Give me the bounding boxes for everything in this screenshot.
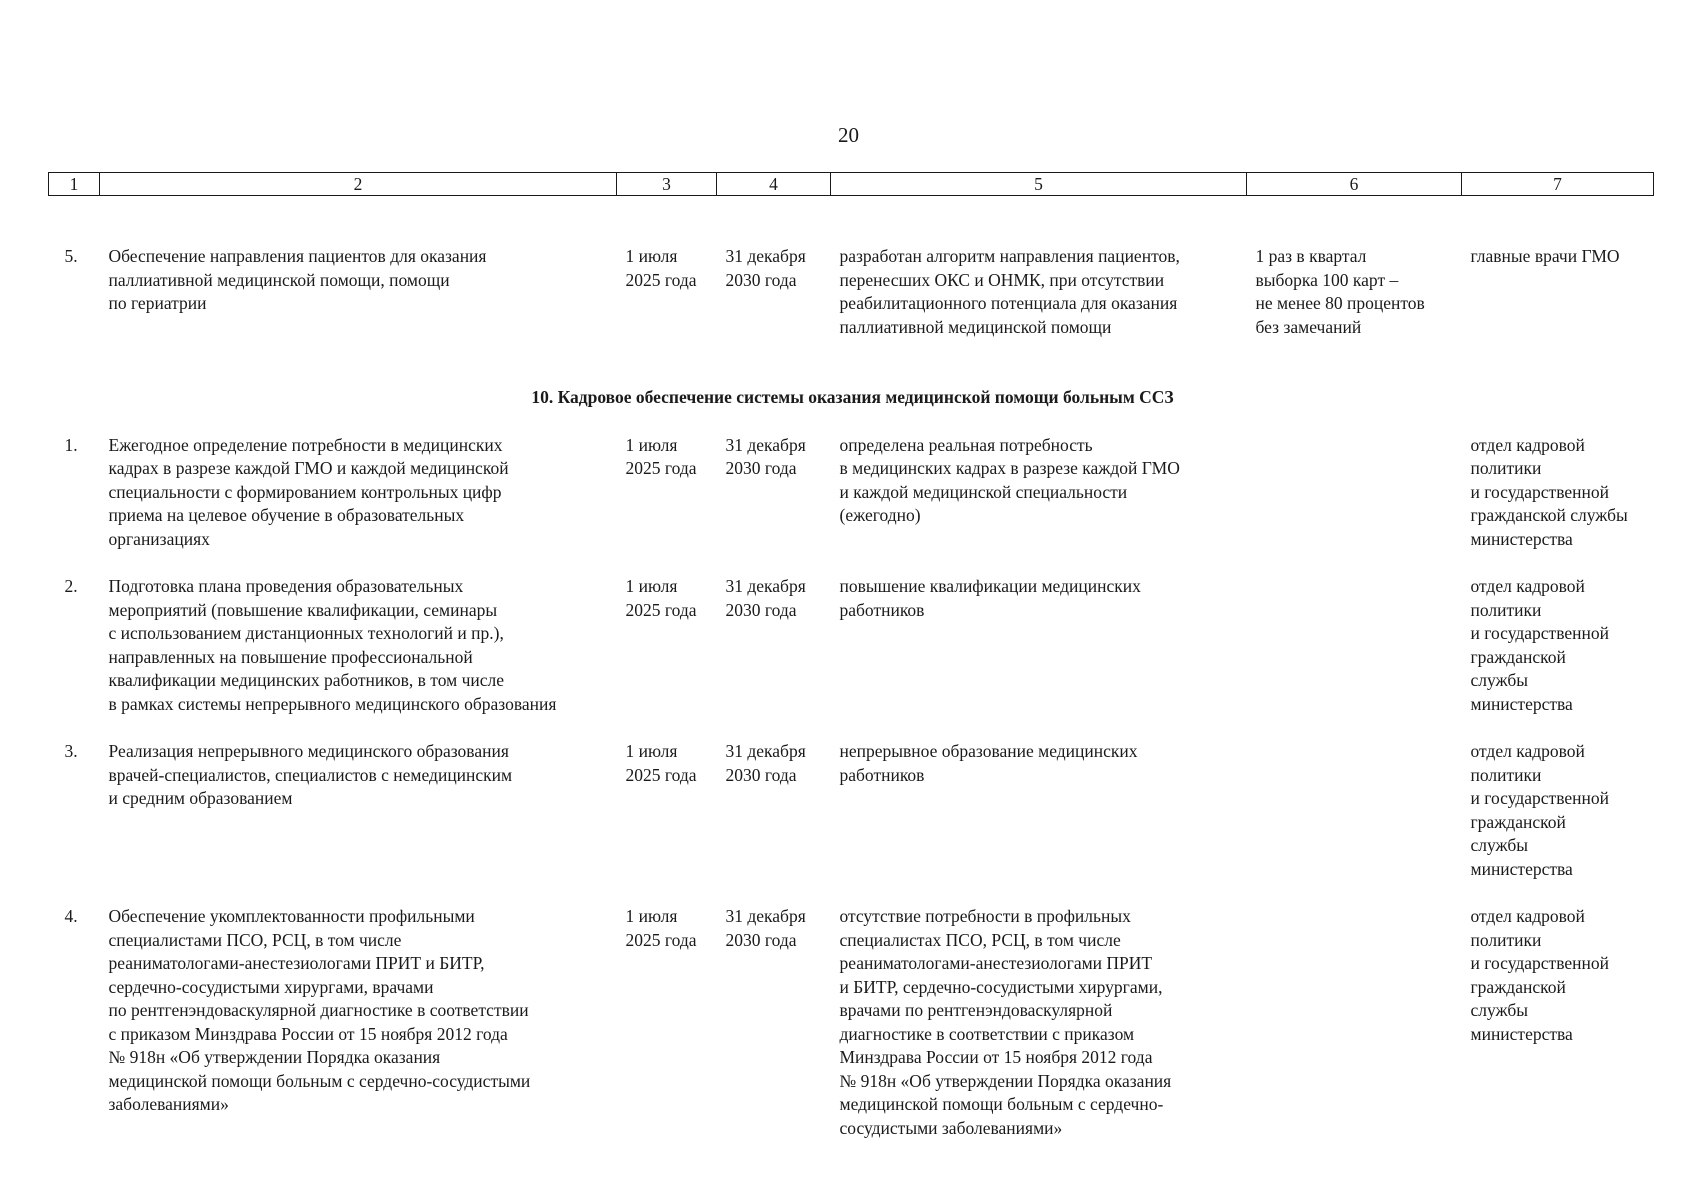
start-date-cell: 1 июля 2025 года [625, 906, 697, 950]
start-date-cell: 1 июля 2025 года [625, 434, 697, 478]
column-header: 7 [1462, 173, 1654, 196]
activity-cell: Обеспечение направления пациентов для оказания паллиативной медицинской помощи, помощи по гериатрии [108, 246, 487, 313]
row-number: 1. [64, 434, 78, 455]
column-header: 3 [617, 173, 717, 196]
column-header: 4 [717, 173, 831, 196]
header-row [49, 173, 1654, 196]
frequency-cell: 1 раз в квартал выборка 100 карт – не менее 80 процентов без замечаний [1255, 246, 1425, 337]
section-row [49, 352, 1654, 422]
result-cell: разработан алгоритм направления пациентов, перенесших ОКС и ОНМК, при отсутствии реабилитационного потенциала для оказания паллиативной медицинской помощи [839, 246, 1180, 337]
table-row [49, 563, 1654, 728]
responsible-cell: отдел кадровой политики и государственной гражданской службы министерства [1470, 434, 1628, 549]
responsible-cell: отдел кадровой политики и государственной гражданской службы министерства [1470, 576, 1609, 714]
end-date-cell: 31 декабря 2030 года [725, 246, 806, 290]
row-number: 5. [64, 246, 78, 266]
row-number: 4. [64, 906, 78, 926]
result-cell: повышение квалификации медицинских работников [839, 576, 1141, 620]
result-cell: определена реальная потребность в медицинских кадрах в разрезе каждой ГМО и каждой медицинской специальности (ежегодно) [839, 434, 1180, 525]
start-date-cell: 1 июля 2025 года [625, 576, 697, 620]
section-title: 10. Кадровое обеспечение системы оказания медицинской помощи больным ССЗ [531, 387, 1174, 407]
table-row [49, 196, 1654, 353]
start-date-cell: 1 июля 2025 года [625, 246, 697, 290]
column-header: 6 [1247, 173, 1462, 196]
activity-cell: Ежегодное определение потребности в медицинских кадрах в разрезе каждой ГМО и каждой медицинской специальности с формированием контрольных цифр приема на целевое обучение в образовательных организациях [108, 434, 509, 549]
end-date-cell: 31 декабря 2030 года [725, 741, 806, 785]
column-header: 1 [49, 173, 100, 196]
row-number: 2. [64, 576, 78, 596]
start-date-cell: 1 июля 2025 года [625, 741, 697, 785]
responsible-cell: главные врачи ГМО [1470, 246, 1620, 266]
frequency-cell [1247, 422, 1462, 564]
frequency-cell [1247, 893, 1462, 1152]
end-date-cell: 31 декабря 2030 года [725, 576, 806, 620]
frequency-cell [1247, 563, 1462, 728]
table-row [49, 728, 1654, 893]
end-date-cell: 31 декабря 2030 года [725, 906, 806, 950]
column-header: 5 [831, 173, 1247, 196]
frequency-cell [1247, 728, 1462, 893]
table-body [49, 196, 1654, 1153]
result-cell: непрерывное образование медицинских работников [839, 741, 1138, 785]
activity-cell: Реализация непрерывного медицинского образования врачей-специалистов, специалистов с немедицинским и средним образованием [108, 741, 513, 808]
measures-table [48, 172, 1654, 1152]
responsible-cell: отдел кадровой политики и государственной гражданской службы министерства [1470, 741, 1609, 879]
column-header: 2 [100, 173, 617, 196]
table-header [49, 173, 1654, 196]
table-row [49, 893, 1654, 1152]
table-row [49, 422, 1654, 564]
row-number: 3. [64, 741, 78, 761]
page-number: 20 [838, 123, 859, 147]
activity-cell: Обеспечение укомплектованности профильными специалистами ПСО, РСЦ, в том числе реаниматологами-анестезиологами ПРИТ и БИТР, сердечно-сосудистыми хирургами, врачами по рентгенэндоваскулярной диагностике в соответствии с приказом Минздрава России от 15 ноября 2012 года № 918н «Об утверждении Порядка оказания медицинской помощи больным с сердечно-сосудистыми заболеваниями» [108, 906, 531, 1114]
responsible-cell: отдел кадровой политики и государственной гражданской службы министерства [1470, 906, 1609, 1044]
end-date-cell: 31 декабря 2030 года [725, 434, 806, 478]
result-cell: отсутствие потребности в профильных специалистах ПСО, РСЦ, в том числе реаниматологами-анестезиологами ПРИТ и БИТР, сердечно-сосудистыми хирургами, врачами по рентгенэндоваскулярной диагностике в соответствии с приказом Минздрава России от 15 ноября 2012 года № 918н «Об утверждении Порядка оказания медицинской помощи больным с сердечно- сосудистыми заболеваниями» [839, 906, 1172, 1138]
activity-cell: Подготовка плана проведения образовательных мероприятий (повышение квалификации, семинары с использованием дистанционных технологий и пр.), направленных на повышение профессиональной квалификации медицинских работников, в том числе в рамках системы непрерывного медицинского образования [108, 576, 557, 714]
